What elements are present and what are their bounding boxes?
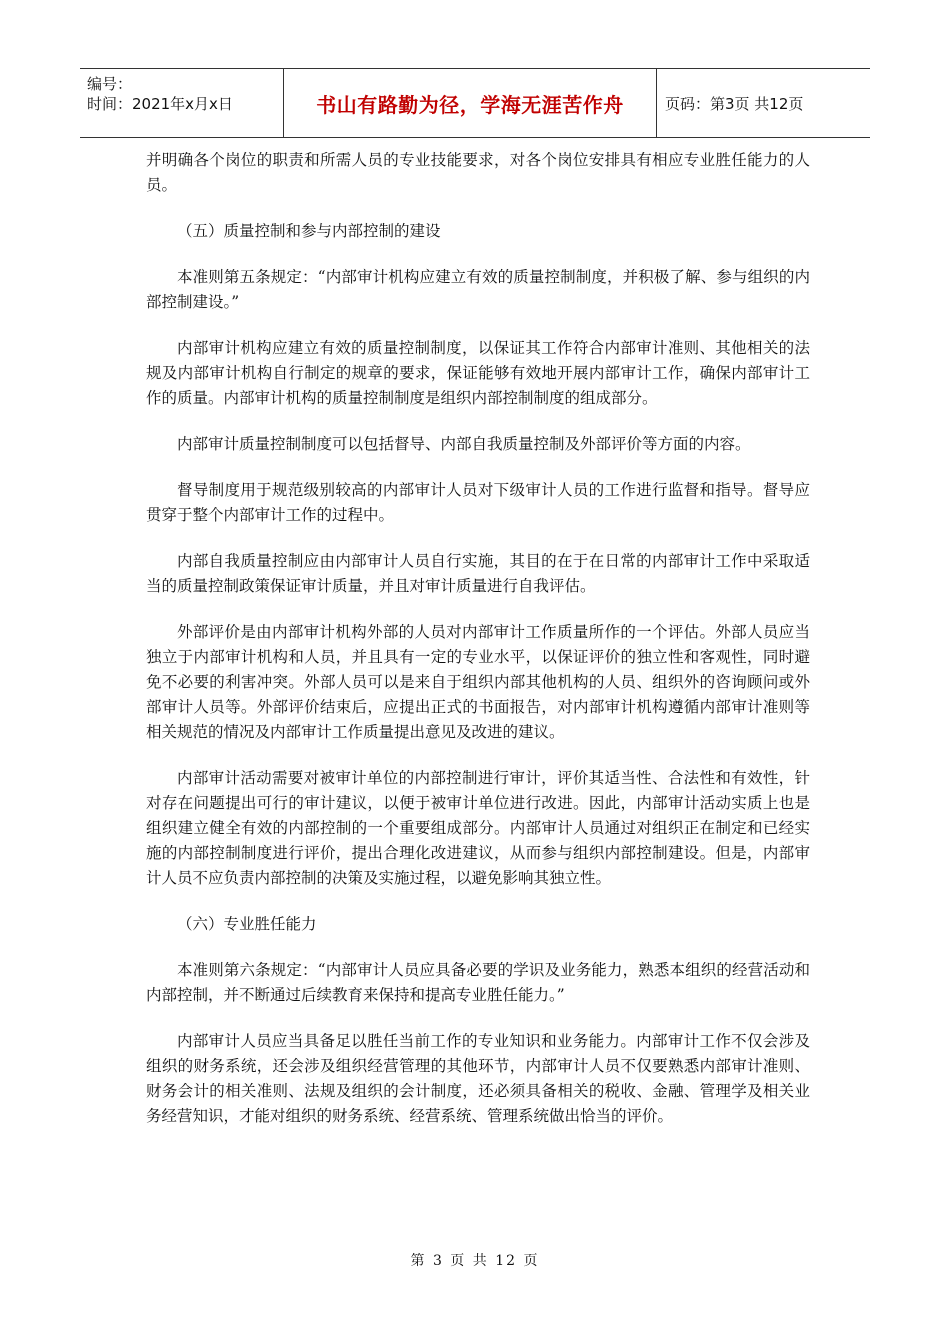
paragraph: 本准则第五条规定：“内部审计机构应建立有效的质量控制制度，并积极了解、参与组织的内部控制建设。” (146, 268, 810, 311)
header-meta (80, 69, 284, 137)
section-heading-5: （五）质量控制和参与内部控制的建设 (177, 222, 441, 240)
paragraph: 本准则第六条规定：“内部审计人员应具备必要的学识及业务能力，熟悉本组织的经营活动和内部控制，并不断通过后续教育来保持和提高专业胜任能力。” (146, 961, 810, 1004)
doc-number-label: 编号： (87, 75, 133, 93)
header-slogan-cell (284, 69, 657, 137)
header-page-info: 页码：第3页 共12页 (665, 94, 804, 113)
paragraph: 督导制度用于规范级别较高的内部审计人员对下级审计人员的工作进行监督和指导。督导应贯穿于整个内部审计工作的过程中。 (146, 481, 810, 524)
doc-date-label: 时间：2021年x月x日 (87, 95, 233, 113)
paragraph: 内部审计人员应当具备足以胜任当前工作的专业知识和业务能力。内部审计工作不仅会涉及组织的财务系统，还会涉及组织经营管理的其他环节，内部审计人员不仅要熟悉内部审计准则、财务会计的相关准则、法规及组织的会计制度，还必须具备相关的税收、金融、管理学及相关业务经营知识，才能对组织的财务系统、经营系统、管理系统做出恰当的评价。 (146, 1032, 810, 1125)
header-slogan: 书山有路勤为径，学海无涯苦作舟 (316, 92, 624, 117)
paragraph-continuation: 并明确各个岗位的职责和所需人员的专业技能要求，对各个岗位安排具有相应专业胜任能力的人员。 (146, 151, 810, 194)
page-footer: 第 3 页 共 12 页 (410, 1253, 540, 1269)
paragraph: 内部审计质量控制制度可以包括督导、内部自我质量控制及外部评价等方面的内容。 (177, 435, 751, 453)
paragraph: 内部审计活动需要对被审计单位的内部控制进行审计，评价其适当性、合法性和有效性，针对存在问题提出可行的审计建议，以便于被审计单位进行改进。因此，内部审计活动实质上也是组织建立健全有效的内部控制的一个重要组成部分。内部审计人员通过对组织正在制定和已经实施的内部控制制度进行评价，提出合理化改进建议，从而参与组织内部控制建设。但是，内部审计人员不应负责内部控制的决策及实施过程，以避免影响其独立性。 (146, 769, 810, 887)
document-body (146, 148, 810, 1150)
page-header (80, 68, 870, 138)
section-heading-6: （六）专业胜任能力 (177, 915, 317, 933)
header-page-info-cell (657, 69, 870, 137)
paragraph: 内部自我质量控制应由内部审计人员自行实施，其目的在于在日常的内部审计工作中采取适当的质量控制政策保证审计质量，并且对审计质量进行自我评估。 (146, 552, 810, 595)
paragraph: 内部审计机构应建立有效的质量控制制度，以保证其工作符合内部审计准则、其他相关的法规及内部审计机构自行制定的规章的要求，保证能够有效地开展内部审计工作，确保内部审计工作的质量。内部审计机构的质量控制制度是组织内部控制制度的组成部分。 (146, 339, 810, 407)
paragraph: 外部评价是由内部审计机构外部的人员对内部审计工作质量所作的一个评估。外部人员应当独立于内部审计机构和人员，并且具有一定的专业水平，以保证评价的独立性和客观性，同时避免不必要的利害冲突。外部人员可以是来自于组织内部其他机构的人员、组织外的咨询顾问或外部审计人员等。外部评价结束后，应提出正式的书面报告，对内部审计机构遵循内部审计准则等相关规范的情况及内部审计工作质量提出意见及改进的建议。 (146, 623, 810, 741)
